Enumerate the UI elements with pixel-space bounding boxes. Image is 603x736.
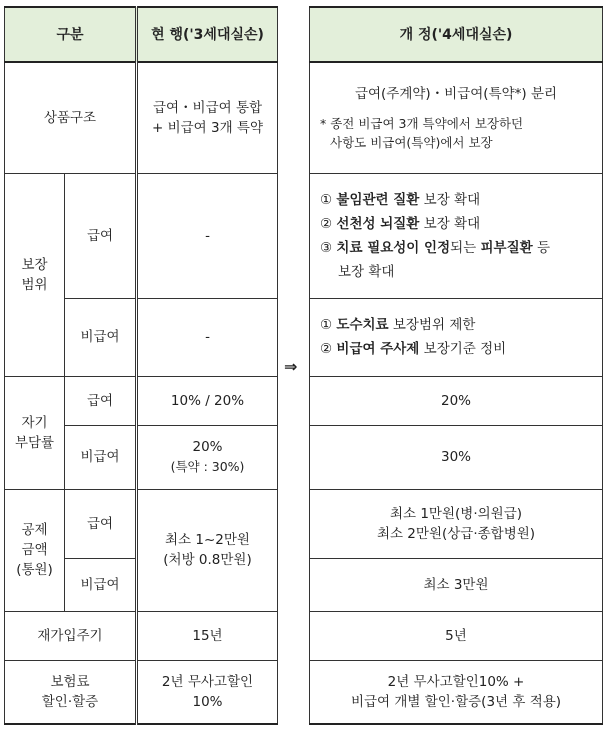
label-premium: 보험료 할인·할증 (5, 660, 137, 724)
current-premium: 2년 무사고할인 10% (137, 660, 278, 724)
current-copay-noncovered: 20% (특약 : 30%) (137, 425, 278, 489)
current-coverage-covered: - (137, 173, 278, 298)
label-deductible: 공제 금액 (통원) (5, 489, 65, 611)
label-product-structure: 상품구조 (5, 62, 137, 173)
label-coverage: 보장 범위 (5, 173, 65, 376)
revised-noncovered-item-1: ① 도수치료 보장범위 제한 (320, 317, 476, 333)
revised-copay-covered: 20% (310, 376, 603, 425)
label-coverage-covered: 급여 (65, 173, 137, 298)
revised-deductible-covered: 최소 1만원(병·의원급) 최소 2만원(상급·종합병원) (310, 489, 603, 558)
revised-coverage-covered: ① 불임관련 질환 보장 확대 ② 선천성 뇌질환 보장 확대 ③ 치료 필요성이 인정되는 피부질환 등 보장 확대 (310, 173, 603, 298)
current-coverage-noncovered: - (137, 298, 278, 376)
current-deductible: 최소 1~2만원 (처방 0.8만원) (137, 489, 278, 611)
revised-table (309, 6, 603, 725)
revised-noncovered-item-2: ② 비급여 주사제 보장기준 정비 (320, 341, 507, 357)
header-current: 현 행('3세대실손) (137, 7, 278, 62)
label-deductible-noncovered: 비급여 (65, 558, 137, 611)
header-revised: 개 정('4세대실손) (310, 7, 603, 62)
revised-covered-item-2: ② 선천성 뇌질환 보장 확대 (320, 215, 481, 232)
current-renewal: 15년 (137, 611, 278, 660)
revised-covered-item-3: ③ 치료 필요성이 인정되는 피부질환 등 (320, 239, 551, 256)
revised-coverage-noncovered (310, 298, 603, 376)
revised-product-structure: 급여(주계약)・비급여(특약*) 분리 * 종전 비급여 3개 특약에서 보장하던 사항도 비급여(특약)에서 보장 (310, 62, 603, 173)
label-renewal: 재가입주기 (5, 611, 137, 660)
label-coverage-noncovered: 비급여 (65, 298, 137, 376)
revised-covered-item-1: ① 불임관련 질환 보장 확대 (320, 191, 481, 208)
revised-premium: 2년 무사고할인10% + 비급여 개별 할인·할증(3년 후 적용) (310, 660, 603, 724)
revised-deductible-noncovered: 최소 3만원 (310, 558, 603, 611)
revised-renewal: 5년 (310, 611, 603, 660)
label-deductible-covered: 급여 (65, 489, 137, 558)
label-copay-covered: 급여 (65, 376, 137, 425)
label-copay: 자기 부담률 (5, 376, 65, 489)
header-category: 구분 (5, 7, 137, 62)
current-copay-covered: 10% / 20% (137, 376, 278, 425)
current-product-structure: 급여・비급여 통합 + 비급여 3개 특약 (137, 62, 278, 173)
label-copay-noncovered: 비급여 (65, 425, 137, 489)
arrow-icon: ⇒ (284, 357, 298, 376)
current-table (4, 6, 278, 725)
revised-copay-noncovered: 30% (310, 425, 603, 489)
